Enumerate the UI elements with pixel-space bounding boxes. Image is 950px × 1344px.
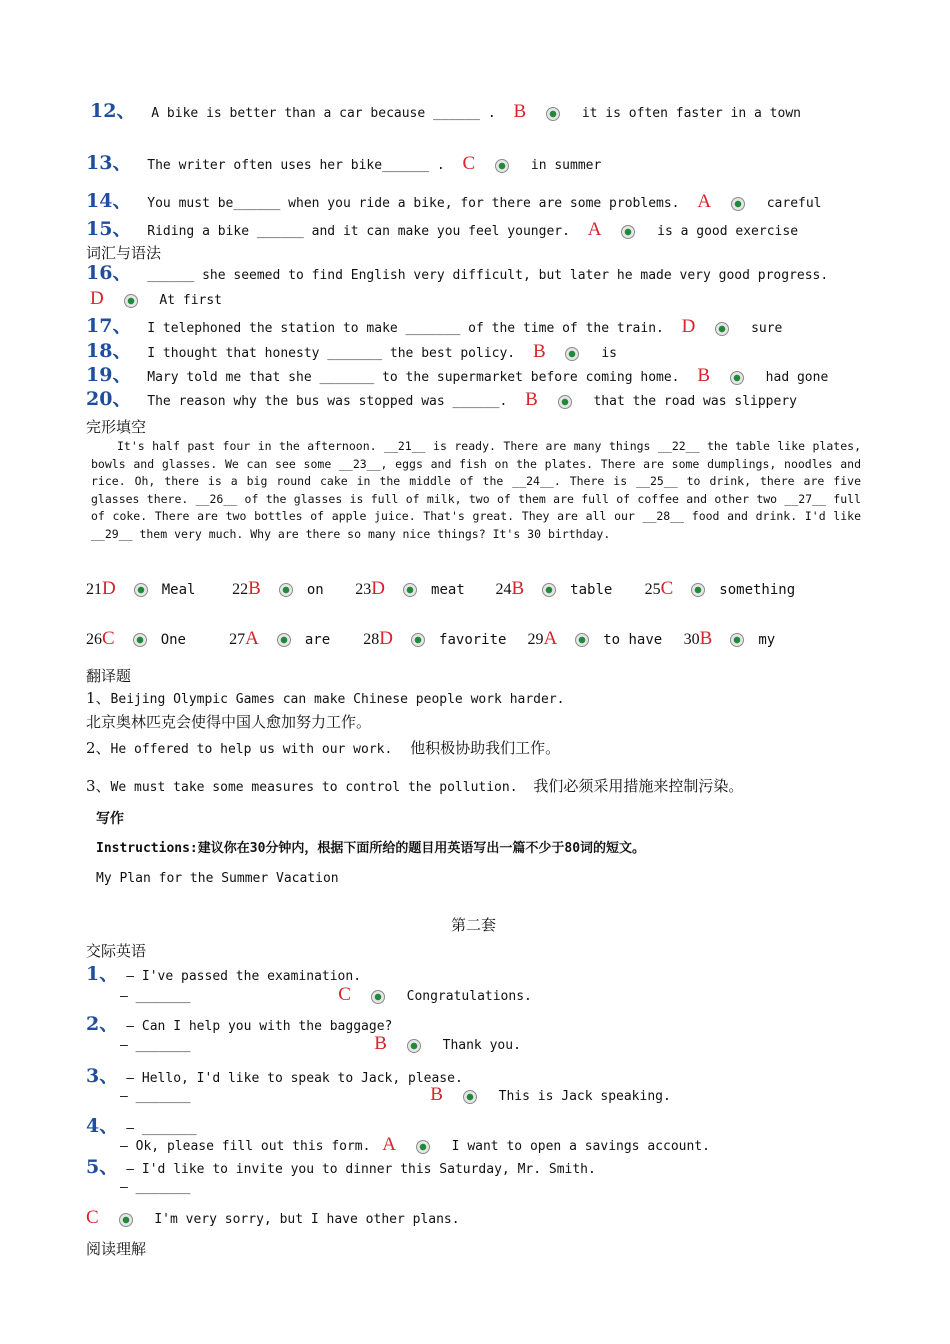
- answer-option: to have: [603, 632, 663, 648]
- question-number: 2、: [86, 1013, 119, 1035]
- question-text: You must be______ when you ride a bike, for there are some problems.: [147, 196, 680, 211]
- cloze-number: 22: [232, 581, 249, 598]
- question-number: 12、: [90, 100, 136, 122]
- question-text: The writer often uses her bike______ .: [147, 158, 445, 173]
- question-number: 16、: [86, 262, 132, 284]
- translation-item-2: [86, 740, 560, 758]
- dialogue-5: [86, 1156, 596, 1178]
- answer-blank: – _______: [120, 1038, 191, 1053]
- answer-letter: A: [382, 1134, 397, 1155]
- writing-instructions: Instructions:建议你在30分钟内，根据下面所给的题目用英语写出一篇不少于80词的短文。: [96, 841, 646, 856]
- cloze-answers-row-2: [86, 628, 785, 650]
- question-text: ______ she seemed to find English very difficult, but later he made very good progress.: [147, 268, 829, 283]
- answer-option: At first: [159, 293, 223, 308]
- answer-letter: C: [338, 984, 351, 1005]
- question-13: [86, 152, 602, 174]
- question-number: 20、: [86, 388, 132, 410]
- answer-option: on: [306, 582, 324, 598]
- answer-blank: – _______: [120, 989, 191, 1004]
- question-number: 5、: [86, 1156, 119, 1178]
- answer-blank: – _______: [120, 1089, 191, 1104]
- selected-radio-icon[interactable]: [731, 197, 745, 211]
- selected-radio-icon[interactable]: [495, 159, 509, 173]
- selected-radio-icon[interactable]: [575, 633, 589, 647]
- question-number: 18、: [86, 340, 132, 362]
- dialogue-2-answer: [86, 1033, 521, 1054]
- cloze-number: 21: [86, 581, 102, 598]
- answer-letter: B: [532, 341, 546, 362]
- answer-letter: D: [90, 288, 104, 309]
- dialogue-prompt: – Can I help you with the baggage?: [126, 1019, 393, 1034]
- chinese-translation: 北京奥林匹克会使得中国人愈加努力工作。: [86, 713, 372, 731]
- answer-letter: C: [102, 628, 115, 649]
- answer-letter: D: [681, 316, 696, 337]
- cloze-number: 29: [527, 631, 544, 648]
- section-heading-translation: 翻译题: [86, 667, 132, 685]
- answer-letter: B: [374, 1033, 387, 1054]
- answer-option: are: [304, 632, 331, 648]
- dialogue-5-blank: [86, 1180, 190, 1196]
- cloze-number: 23: [355, 581, 372, 598]
- answer-option: my: [758, 632, 776, 648]
- question-18: [86, 340, 617, 362]
- question-16: [86, 262, 829, 284]
- selected-radio-icon[interactable]: [119, 1213, 133, 1227]
- answer-letter: D: [379, 628, 394, 649]
- selected-radio-icon[interactable]: [124, 294, 138, 308]
- answer-option: I'm very sorry, but I have other plans.: [154, 1212, 460, 1227]
- selected-radio-icon[interactable]: [715, 322, 729, 336]
- question-number: 1、: [86, 963, 119, 985]
- selected-radio-icon[interactable]: [463, 1090, 477, 1104]
- translation-item-1: [86, 690, 565, 708]
- question-15: [86, 218, 799, 240]
- question-text: I thought that honesty _______ the best policy.: [147, 346, 516, 361]
- question-20: [86, 388, 797, 410]
- answer-letter: B: [511, 578, 525, 599]
- answer-option: favorite: [439, 632, 507, 648]
- answer-option: meat: [431, 582, 465, 598]
- question-17: [86, 315, 783, 337]
- answer-letter: B: [699, 628, 713, 649]
- cloze-answers-row-1: [86, 578, 805, 600]
- selected-radio-icon[interactable]: [407, 1039, 421, 1053]
- answer-letter: C: [660, 578, 674, 599]
- question-text: Mary told me that she _______ to the supermarket before coming home.: [147, 370, 680, 385]
- answer-letter: B: [525, 389, 538, 410]
- dialogue-prompt: – I'd like to invite you to dinner this Saturday, Mr. Smith.: [126, 1162, 596, 1177]
- selected-radio-icon[interactable]: [730, 633, 744, 647]
- selected-radio-icon[interactable]: [133, 633, 147, 647]
- selected-radio-icon[interactable]: [403, 583, 417, 597]
- dialogue-1: [86, 963, 362, 985]
- selected-radio-icon[interactable]: [279, 583, 293, 597]
- selected-radio-icon[interactable]: [277, 633, 291, 647]
- answer-option: had gone: [765, 370, 829, 385]
- answer-option: in summer: [530, 158, 602, 173]
- section-heading-communication: 交际英语: [86, 942, 147, 960]
- dialogue-1-answer: [86, 984, 532, 1005]
- selected-radio-icon[interactable]: [558, 395, 572, 409]
- cloze-passage: It's half past four in the afternoon. __21__ is ready. There are many things __22__ the table like plates, bowls and glasses. We can see some __23__, eggs and fish on the plates. There are some dumplings, noodles and rice. Oh, there is a big round cake in the middle of the __24__. There is __25__ to drink, there are five glasses there. __26__ of the glasses is full of milk, two of them are full of coffee and other two __27__ full of coke. There are two bottles of apple juice. That's great. They are all our __28__ food and drink. I'd like __29__ them very much. Why are there so many nice things? It's 30 birthday.: [91, 439, 861, 541]
- question-19: [86, 364, 829, 386]
- english-sentence: We must take some measures to control the pollution.: [110, 780, 518, 795]
- dialogue-3: [86, 1065, 463, 1087]
- answer-option: This is Jack speaking.: [498, 1089, 671, 1104]
- selected-radio-icon[interactable]: [691, 583, 705, 597]
- answer-letter: B: [513, 101, 527, 122]
- cloze-number: 27: [229, 631, 246, 648]
- dialogue-prompt: – Ok, please fill out this form.: [120, 1139, 371, 1154]
- question-number: 14、: [86, 190, 132, 212]
- dialogue-5-answer: [86, 1207, 460, 1228]
- cloze-number: 30: [683, 631, 700, 648]
- dialogue-3-answer: [86, 1084, 671, 1105]
- answer-option: Thank you.: [442, 1038, 521, 1053]
- selected-radio-icon[interactable]: [546, 107, 560, 121]
- selected-radio-icon[interactable]: [371, 990, 385, 1004]
- chinese-translation: 我们必须采用措施来控制污染。: [533, 777, 744, 795]
- selected-radio-icon[interactable]: [730, 371, 744, 385]
- question-text: The reason why the bus was stopped was ______.: [147, 394, 508, 409]
- dialogue-prompt: – Hello, I'd like to speak to Jack, please.: [126, 1071, 463, 1086]
- selected-radio-icon[interactable]: [134, 583, 148, 597]
- question-text: Riding a bike ______ and it can make you feel younger.: [147, 224, 570, 239]
- question-12: [90, 100, 801, 122]
- item-number: 3、: [86, 777, 111, 795]
- answer-option: sure: [751, 321, 783, 336]
- answer-letter: D: [371, 578, 386, 599]
- question-text: I telephoned the station to make _______ of the time of the train.: [147, 321, 664, 336]
- cloze-number: 28: [363, 631, 380, 648]
- english-sentence: Beijing Olympic Games can make Chinese people work harder.: [110, 692, 565, 707]
- section-heading-vocab: 词汇与语法: [86, 244, 162, 262]
- answer-option: it is often faster in a town: [581, 106, 801, 121]
- dialogue-2: [86, 1013, 393, 1035]
- cloze-number: 25: [644, 581, 661, 598]
- selected-radio-icon[interactable]: [416, 1140, 430, 1154]
- question-16-answer: [90, 288, 223, 309]
- question-number: 19、: [86, 364, 132, 386]
- answer-option: careful: [766, 196, 822, 211]
- selected-radio-icon[interactable]: [411, 633, 425, 647]
- section-heading-cloze: 完形填空: [86, 418, 147, 436]
- answer-letter: B: [697, 365, 711, 386]
- set-title: 第二套: [451, 916, 497, 934]
- answer-letter: B: [430, 1084, 443, 1105]
- answer-letter: A: [697, 191, 712, 212]
- writing-topic: My Plan for the Summer Vacation: [96, 871, 339, 886]
- answer-option: something: [719, 582, 796, 598]
- answer-option: table: [570, 582, 613, 598]
- answer-letter: A: [543, 628, 558, 649]
- dialogue-4-answer: [86, 1134, 710, 1155]
- selected-radio-icon[interactable]: [621, 225, 635, 239]
- question-number: 4、: [86, 1115, 119, 1137]
- chinese-translation: 他积极协助我们工作。: [410, 739, 561, 757]
- question-number: 13、: [86, 152, 132, 174]
- translation-item-3: [86, 778, 743, 796]
- question-number: 3、: [86, 1065, 119, 1087]
- item-number: 1、: [86, 689, 111, 707]
- cloze-number: 24: [495, 581, 512, 598]
- question-number: 17、: [86, 315, 132, 337]
- question-number: 15、: [86, 218, 132, 240]
- answer-letter: C: [462, 153, 476, 174]
- answer-letter: C: [86, 1207, 99, 1228]
- answer-option: Meal: [161, 582, 196, 598]
- answer-option: is: [601, 346, 617, 361]
- answer-option: I want to open a savings account.: [451, 1139, 710, 1154]
- question-14: [86, 190, 822, 212]
- dialogue-4: [86, 1115, 197, 1137]
- item-number: 2、: [86, 739, 111, 757]
- question-text: A bike is better than a car because ______ .: [151, 106, 496, 121]
- answer-letter: A: [245, 628, 259, 649]
- selected-radio-icon[interactable]: [565, 347, 579, 361]
- cloze-number: 26: [86, 631, 102, 648]
- section-heading-writing: 写作: [96, 811, 124, 827]
- answer-blank: – _______: [120, 1180, 191, 1195]
- answer-option: One: [160, 632, 186, 648]
- selected-radio-icon[interactable]: [542, 583, 556, 597]
- answer-option: is a good exercise: [657, 224, 799, 239]
- answer-letter: D: [102, 578, 116, 599]
- answer-letter: A: [587, 219, 602, 240]
- dialogue-prompt: – I've passed the examination.: [126, 969, 362, 984]
- section-heading-reading: 阅读理解: [86, 1240, 147, 1258]
- answer-option: that the road was slippery: [593, 394, 797, 409]
- answer-letter: B: [248, 578, 261, 599]
- answer-option: Congratulations.: [406, 989, 532, 1004]
- english-sentence: He offered to help us with our work.: [110, 742, 393, 757]
- answer-blank: – _______: [126, 1121, 197, 1136]
